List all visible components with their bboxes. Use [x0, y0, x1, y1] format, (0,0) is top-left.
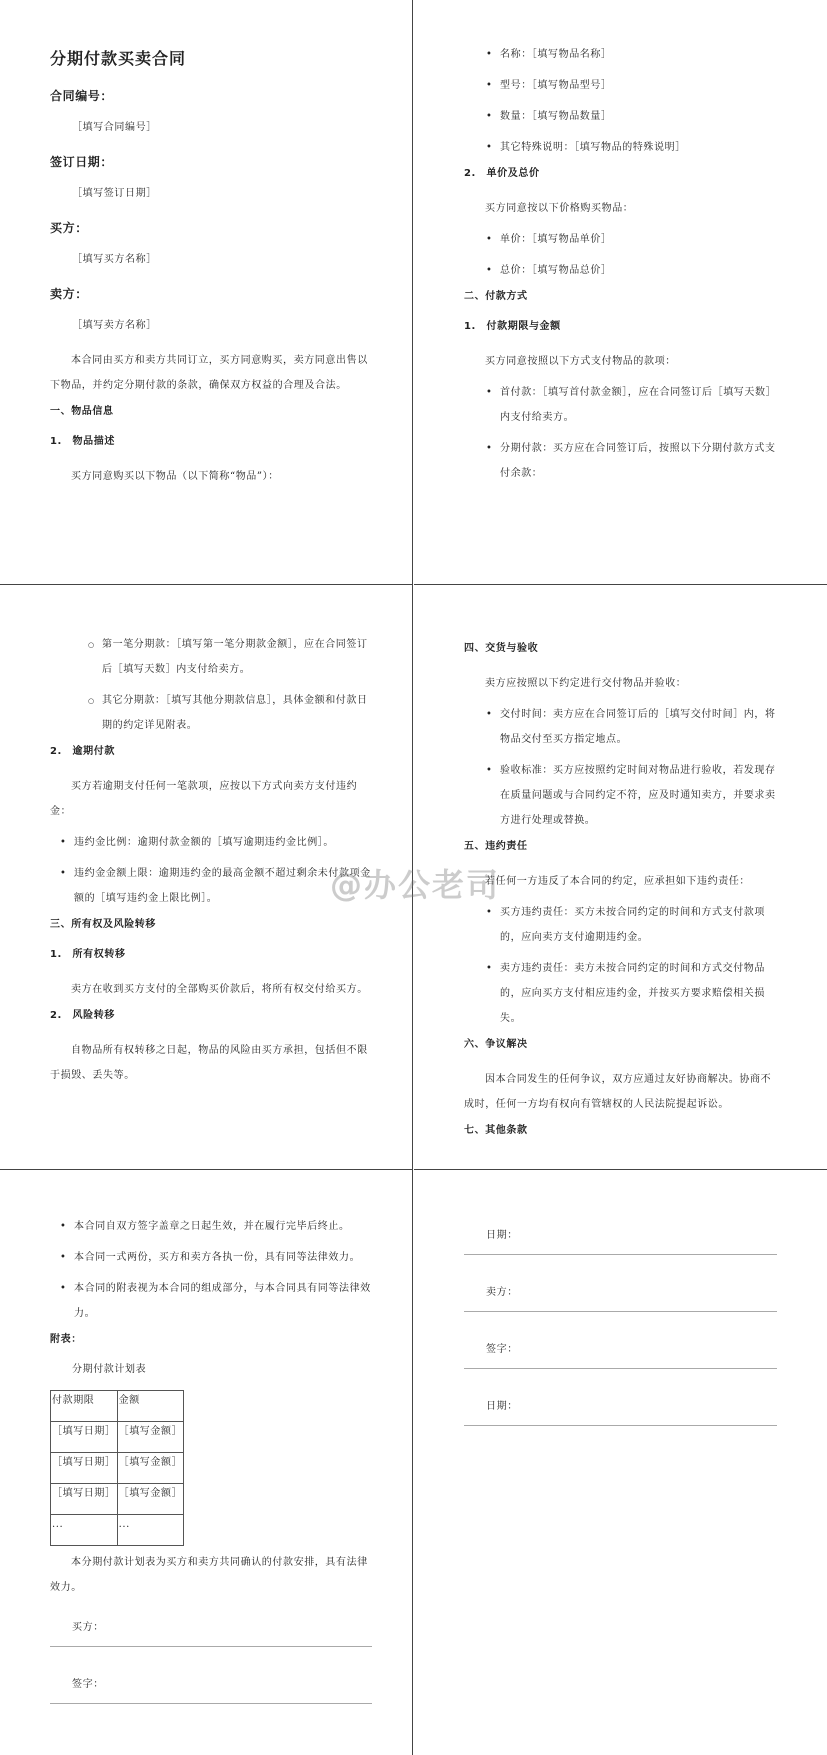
page-2 — [414, 0, 827, 585]
page-6 — [414, 1170, 827, 1755]
section-1-2-text: 买方同意按以下价格购买物品： — [485, 203, 634, 214]
section-3-2-heading: 2. 风险转移 — [50, 1010, 115, 1021]
list-item: • 分期付款：买方应在合同签订后，按照以下分期付款方式支付余款： — [486, 436, 779, 486]
section-6-heading: 六、争议解决 — [464, 1039, 528, 1050]
buyer-value: ［填写买方名称］ — [72, 254, 157, 265]
page-2-content — [464, 42, 779, 492]
contract-no-value: ［填写合同编号］ — [72, 122, 157, 133]
late-fee-list — [50, 830, 372, 911]
list-item: • 卖方违约责任：卖方未按合同约定的时间和方式交付物品的，应向买方支付相应违约金，并按买方要求赔偿相关损失。 — [486, 956, 779, 1031]
list-item: • 违约金比例：逾期付款金额的［填写逾期违约金比例］。 — [60, 830, 372, 855]
table-cell: ... — [51, 1515, 118, 1546]
list-item: • 买方违约责任：买方未按合同约定的时间和方式支付款项的，应向卖方支付逾期违约金。 — [486, 900, 779, 950]
list-item: ○ 第一笔分期款：［填写第一笔分期款金额］，应在合同签订后［填写天数］内支付给卖方。 — [88, 632, 372, 682]
table-header-row — [51, 1391, 184, 1422]
section-5-text: 若任何一方违反了本合同的约定，应承担如下违约责任： — [485, 876, 750, 887]
item-list — [464, 42, 779, 160]
date-line: 日期： — [464, 1214, 777, 1255]
list-item: • 本合同自双方签字盖章之日起生效，并在履行完毕后终止。 — [60, 1214, 372, 1239]
section-2-1-heading: 1. 付款期限与金额 — [464, 321, 561, 332]
section-1-2-heading: 2. 单价及总价 — [464, 168, 540, 179]
list-item: ○ 其它分期款：［填写其他分期款信息］，具体金额和付款日期的约定详见附表。 — [88, 688, 372, 738]
list-item: • 名称：［填写物品名称］ — [486, 42, 779, 67]
seller-signature-line: 卖方： — [464, 1271, 777, 1312]
list-item: • 违约金金额上限：逾期违约金的最高金额不超过剩余未付款项金额的［填写违约金上限比例］。 — [60, 861, 372, 911]
table-row — [51, 1453, 184, 1484]
other-terms-list — [50, 1214, 372, 1326]
section-1-1-text: 买方同意购买以下物品（以下简称“物品”）： — [71, 471, 279, 482]
sign-date-value: ［填写签订日期］ — [72, 188, 157, 199]
list-item: • 数量：［填写物品数量］ — [486, 104, 779, 129]
table-note: 本分期付款计划表为买方和卖方共同确认的付款安排，具有法律效力。 — [50, 1557, 368, 1593]
table-row — [51, 1422, 184, 1453]
buyer-label: 买方： — [50, 221, 88, 235]
date-line: 日期： — [464, 1385, 777, 1426]
buyer-signature-line: 买方： — [50, 1606, 372, 1647]
list-item: • 验收标准：买方应按照约定时间对物品进行验收，若发现存在质量问题或与合同约定不符，应及时通知卖方，并要求卖方进行处理或替换。 — [486, 758, 779, 833]
price-list — [464, 227, 779, 283]
table-cell: ［填写金额］ — [117, 1453, 184, 1484]
list-item: • 交付时间：卖方应在合同签订后的［填写交付时间］内，将物品交付至买方指定地点。 — [486, 702, 779, 752]
list-item: • 其它特殊说明：［填写物品的特殊说明］ — [486, 135, 779, 160]
list-item: • 首付款：［填写首付款金额］，应在合同签订后［填写天数］内支付给卖方。 — [486, 380, 779, 430]
list-item: • 总价：［填写物品总价］ — [486, 258, 779, 283]
sign-date-label: 签订日期： — [50, 155, 114, 169]
table-header-cell: 付款期限 — [51, 1391, 118, 1422]
table-cell: ［填写金额］ — [117, 1422, 184, 1453]
signature-line: 签字： — [50, 1663, 372, 1704]
contract-no-label: 合同编号： — [50, 89, 114, 103]
section-7-heading: 七、其他条款 — [464, 1125, 528, 1136]
signature-line: 签字： — [464, 1328, 777, 1369]
table-row — [51, 1515, 184, 1546]
section-1-1-heading: 1. 物品描述 — [50, 436, 115, 447]
section-4-heading: 四、交货与验收 — [464, 643, 539, 654]
section-5-heading: 五、违约责任 — [464, 841, 528, 852]
list-item: • 型号：［填写物品型号］ — [486, 73, 779, 98]
list-item: • 本合同的附表视为本合同的组成部分，与本合同具有同等法律效力。 — [60, 1276, 372, 1326]
table-cell: ［填写金额］ — [117, 1484, 184, 1515]
payment-plan-table — [50, 1390, 184, 1546]
section-3-1-heading: 1. 所有权转移 — [50, 949, 126, 960]
table-title: 分期付款计划表 — [72, 1364, 147, 1375]
delivery-list — [464, 702, 779, 833]
payment-list — [464, 380, 779, 486]
breach-list — [464, 900, 779, 1031]
contract-title: 分期付款买卖合同 — [50, 49, 187, 68]
section-1-heading: 一、物品信息 — [50, 406, 114, 417]
seller-value: ［填写卖方名称］ — [72, 320, 157, 331]
section-3-heading: 三、所有权及风险转移 — [50, 919, 156, 930]
list-item: • 本合同一式两份，买方和卖方各执一份，具有同等法律效力。 — [60, 1245, 372, 1270]
table-cell: ［填写日期］ — [51, 1484, 118, 1515]
section-2-2-text: 买方若逾期支付任何一笔款项，应按以下方式向卖方支付违约金： — [50, 781, 358, 817]
page-1 — [0, 0, 413, 585]
section-3-1-text: 卖方在收到买方支付的全部购买价款后，将所有权交付给买方。 — [71, 984, 368, 995]
table-cell: ［填写日期］ — [51, 1453, 118, 1484]
section-6-text: 因本合同发生的任何争议，双方应通过友好协商解决。协商不成时，任何一方均有权向有管辖权的人民法院提起诉讼。 — [464, 1074, 772, 1110]
page-4-content — [464, 635, 779, 1153]
watermark: @办公老司 — [330, 866, 501, 904]
section-2-2-heading: 2. 逾期付款 — [50, 746, 115, 757]
page-5-content — [50, 1214, 372, 1720]
page-6-content — [464, 1214, 777, 1442]
section-4-text: 卖方应按照以下约定进行交付物品并验收： — [485, 678, 687, 689]
seller-label: 卖方： — [50, 287, 88, 301]
section-3-2-text: 自物品所有权转移之日起，物品的风险由买方承担，包括但不限于损毁、丢失等。 — [50, 1045, 368, 1081]
section-2-heading: 二、付款方式 — [464, 291, 528, 302]
installment-sub-list — [50, 632, 372, 738]
table-cell: ... — [117, 1515, 184, 1546]
section-2-1-text: 买方同意按照以下方式支付物品的款项： — [485, 356, 676, 367]
intro-paragraph: 本合同由买方和卖方共同订立，买方同意购买，卖方同意出售以下物品，并约定分期付款的条款，确保双方权益的合理及合法。 — [50, 355, 368, 391]
list-item: • 单价：［填写物品单价］ — [486, 227, 779, 252]
table-cell: ［填写日期］ — [51, 1422, 118, 1453]
table-row — [51, 1484, 184, 1515]
page-5 — [0, 1170, 413, 1755]
page-3-content — [50, 632, 372, 1094]
page-1-content — [50, 40, 372, 495]
table-header-cell: 金额 — [117, 1391, 184, 1422]
appendix-label: 附表： — [50, 1334, 82, 1345]
